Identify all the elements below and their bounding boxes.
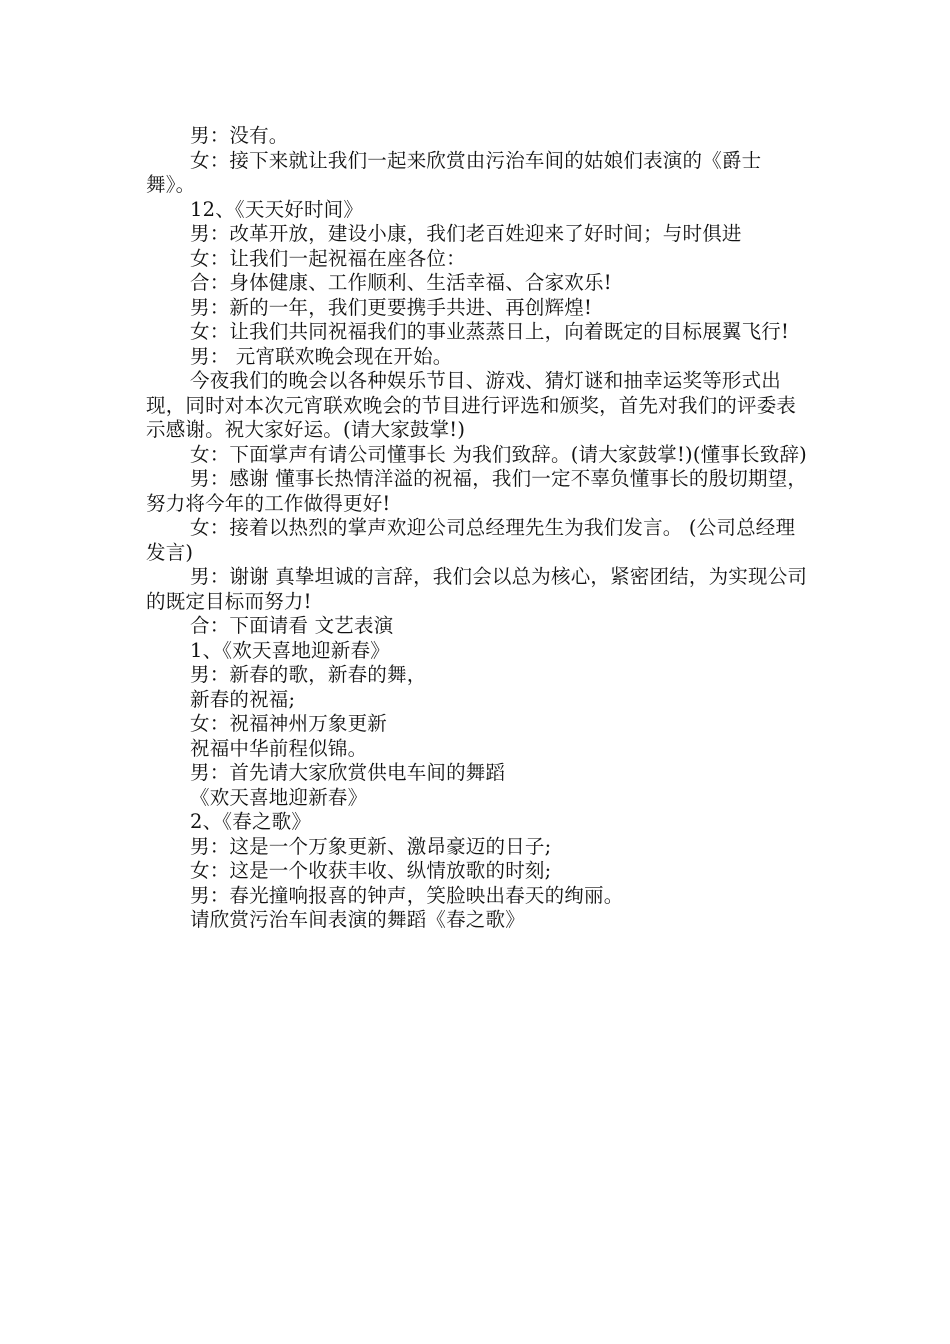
paragraph: 女：这是一个收获丰收、纵情放歌的时刻; [190,859,552,882]
paragraph: 男：首先请大家欣赏供电车间的舞蹈 [190,761,506,784]
paragraph: 女：下面掌声有请公司懂事长 为我们致辞。(请大家鼓掌!)(懂事长致辞) [190,442,807,466]
paragraph: 男：没有。 [190,124,289,147]
document-body [146,124,810,933]
paragraph: 男：新的一年，我们更要携手共进、再创辉煌! [190,295,593,319]
paragraph: 男：这是一个万象更新、激昂豪迈的日子; [190,834,552,858]
paragraph: 女：祝福神州万象更新 [190,712,388,735]
paragraph: 女：接下来就让我们一起来欣赏由污治车间的姑娘们表演的《爵士舞》。 [146,148,762,196]
section-heading: 1、《欢天喜地迎新春》 [190,638,390,662]
paragraph: 女：让我们一起祝福在座各位： [190,246,466,270]
paragraph: 男：感谢 懂事长热情洋溢的祝福，我们一定不辜负懂事长的殷切期望，努力将今年的工作做得更好! [146,467,808,515]
section-heading: 12、《天天好时间》 [190,197,364,221]
paragraph: 新春的祝福; [190,687,296,711]
paragraph: 祝福中华前程似锦。 [190,736,368,760]
paragraph: 女：让我们共同祝福我们的事业蒸蒸日上，向着既定的目标展翼飞行! [190,320,790,343]
paragraph: 男：新春的歌，新春的舞， [190,663,427,686]
paragraph: 《欢天喜地迎新春》 [190,785,368,809]
paragraph: 男：谢谢 真挚坦诚的言辞，我们会以总为核心，紧密团结，为实现公司的既定目标而努力! [146,565,808,613]
section-heading: 2、《春之歌》 [190,810,312,833]
paragraph: 合：身体健康、工作顺利、生活幸福、合家欢乐! [190,271,612,294]
paragraph: 男：春光撞响报喜的钟声，笑脸映出春天的绚丽。 [190,883,624,907]
paragraph: 女：接着以热烈的掌声欢迎公司总经理先生为我们发言。 (公司总经理发言) [146,516,796,564]
paragraph: 男： 元宵联欢晚会现在开始。 [190,344,453,368]
paragraph: 今夜我们的晚会以各种娱乐节目、游戏、猜灯谜和抽幸运奖等形式出现，同时对本次元宵联欢晚会的节目进行评选和颁奖，首先对我们的评委表示感谢。祝大家好运。(请大家鼓掌!) [146,369,797,441]
paragraph: 请欣赏污治车间表演的舞蹈《春之歌》 [190,908,525,931]
paragraph: 合：下面请看 文艺表演 [190,614,394,637]
paragraph: 男：改革开放，建设小康，我们老百姓迎来了好时间；与时俱进 [190,222,742,245]
